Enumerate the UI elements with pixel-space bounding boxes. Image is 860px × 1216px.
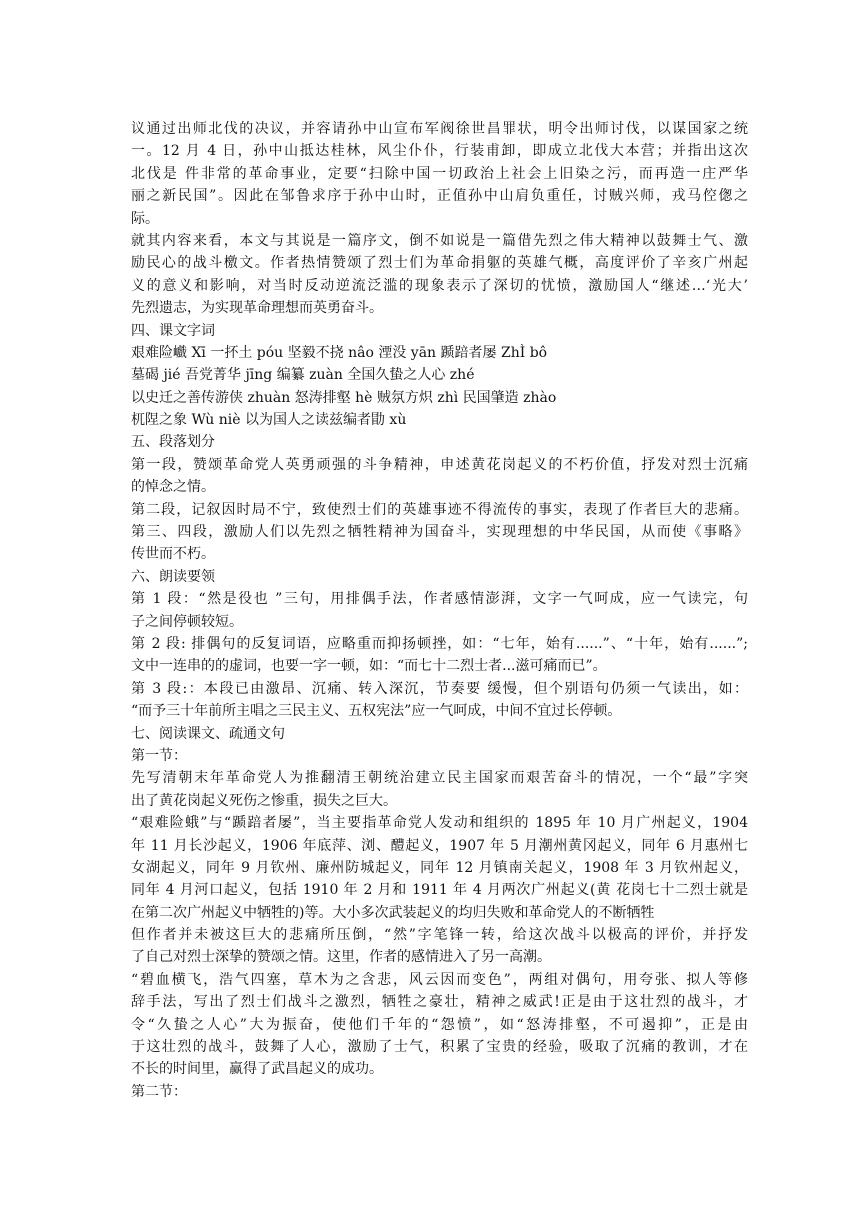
text-line: 出了黄花岗起义死伤之惨重，损失之巨大。 xyxy=(131,792,397,809)
text-line: 于这壮烈的战斗，鼓舞了人心，激励了士气，积累了宝贵的经验，吸取了沉痛的教训，才在 xyxy=(131,1039,748,1056)
text-line: “艰难险蛾”与“踬踣者屡”，当主要指革命党人发动和组织的 1895 年 10 月广州起义，1904 xyxy=(131,815,748,832)
text-line: 女湖起义，同年 9 月钦州、廉州防城起义，同年 12 月镇南关起义，1908 年 3 月钦州起义， xyxy=(131,859,748,876)
text-line: 第 1 段：“然是役也 ”三句，用排偶手法，作者感情澎湃，文字一气呵成，应一气读完，句 xyxy=(131,591,748,608)
text-line: 艰难险巇 Xī 一抔土 póu 坚毅不挠 nâo 湮没 yān 踬踣者屡 ZhÌ bô xyxy=(131,344,548,361)
text-line: 第 2 段: 排偶句的反复词语，应略重而抑扬顿挫，如：“七年，始有......”、“十年，始有......”; xyxy=(131,635,748,652)
text-line: 不长的时间里，赢得了武昌起义的成功。 xyxy=(131,1061,383,1078)
text-line: 就其内容来看，本文与其说是一篇序文，倒不如说是一篇借先烈之伟大精神以鼓舞士气、激 xyxy=(131,232,748,249)
text-line: 议通过出师北伐的决议，并容请孙中山宣布军阀徐世昌罪状，明令出师讨伐，以谋国家之统 xyxy=(131,121,748,137)
text-line: 子之间停顿较短。 xyxy=(131,613,243,630)
text-line: 杌陧之象 Wù niè 以为国人之读兹编者勖 xù xyxy=(131,412,407,429)
text-line: 励民心的战斗檄文。作者热情赞颂了烈士们为革命捐躯的英雄气概，高度评价了辛亥广州起 xyxy=(131,255,748,272)
text-line: 但作者并未被这巨大的悲痛所压倒，“然”字笔锋一转，给这次战斗以极高的评价，并抒发 xyxy=(131,927,748,944)
text-line: 墓碣 jié 吾党菁华 jīng 编纂 zuàn 全国久蛰之人心 zhé xyxy=(131,367,475,384)
text-line: 同年 4 月河口起义，包括 1910 年 2 月和 1911 年 4 月两次广州起义(黄 花岗七十二烈士就是 xyxy=(131,882,748,899)
text-line: 北伐是 件非常的革命事业，定要“扫除中国一切政治上社会上旧染之污，而再造一庄严华 xyxy=(131,165,748,182)
text-line: 第二段，记叙因时局不宁，致使烈士们的英雄事迹不得流传的事实，表现了作者巨大的悲痛。 xyxy=(131,501,748,518)
text-line: 第一节： xyxy=(131,747,187,764)
text-line: 七、阅读课文、疏通文句 xyxy=(131,725,285,742)
text-line: 了自己对烈士深挚的赞颂之情。这里，作者的感情进入了另一高潮。 xyxy=(131,949,551,966)
text-line: 第三、四段，激励人们以先烈之牺牲精神为国奋斗，实现理想的中华民国，从而使《事略》 xyxy=(131,524,748,541)
text-line: 的悼念之情。 xyxy=(131,479,215,496)
text-line: “而予三十年前所主唱之三民主义、五权宪法”应一气呵成，中间不宜过长停顿。 xyxy=(131,703,622,720)
text-line: 际。 xyxy=(131,210,159,227)
text-line: “碧血横飞，浩气四塞，草木为之含悲，风云因而变色”，两组对偶句，用夸张、拟人等修 xyxy=(131,971,748,988)
text-line: 第二节： xyxy=(131,1083,187,1100)
text-line: 文中一连串的的虚词，也要一字一顿，如：“而七十二烈士者...滋可痛而已”。 xyxy=(131,658,607,675)
text-line: 六、朗读要领 xyxy=(131,568,215,585)
text-line: 第一段，赞颂革命党人英勇顽强的斗争精神，申述黄花岗起义的不朽价值，抒发对烈士沉痛 xyxy=(131,456,748,473)
text-line: 第 3 段:：本段已由激昂、沉痛、转入深沉，节奏要 缓慢，但个别语句仍须一气读出，如： xyxy=(131,680,748,697)
text-line: 以史迁之善传游侠 zhuàn 怒涛排壑 hè 贼氛方炽 zhì 民国肇造 zhào xyxy=(131,389,557,406)
text-line: 四、课文字词 xyxy=(131,322,215,339)
text-line: 传世而不朽。 xyxy=(131,546,215,563)
text-line: 令“久蛰之人心”大为振奋，使他们千年的“怨愤”，如“怒涛排壑，不可遏抑”，正是由 xyxy=(131,1016,748,1033)
text-line: 辞手法，写出了烈士们战斗之激烈，牺牲之豪壮，精神之威武!正是由于这壮烈的战斗，才 xyxy=(131,994,748,1011)
text-line: 先烈遗志，为实现革命理想而英勇奋斗。 xyxy=(131,300,383,317)
text-line: 年 11 月长沙起义，1906 年底萍、浏、醴起义，1907 年 5 月潮州黄冈起义，同年 6 月惠州七 xyxy=(131,837,748,854)
text-line: 丽之新民国”。因此在邹鲁求序于孙中山时，正值孙中山肩负重任，讨贼兴师，戎马倥偬之 xyxy=(131,188,748,205)
text-line: 在第二次广州起义中牺牲的)等。大小多次武装起义的均归失败和革命党人的不断牺牲 xyxy=(131,904,655,921)
text-line: 义的意义和影响，对当时反动逆流泛滥的现象表示了深切的忧愤，激励国人“继述…‘光大’ xyxy=(131,277,748,294)
text-line: 五、段落划分 xyxy=(131,434,215,451)
text-line: 先写清朝末年革命党人为推翻清王朝统治建立民主国家而艰苦奋斗的情况，一个“最”字突 xyxy=(131,770,748,787)
text-line: 一。12 月 4 日，孙中山抵达桂林，风尘仆仆，行装甫卸，即成立北伐大本营；并指出这次 xyxy=(131,143,748,160)
